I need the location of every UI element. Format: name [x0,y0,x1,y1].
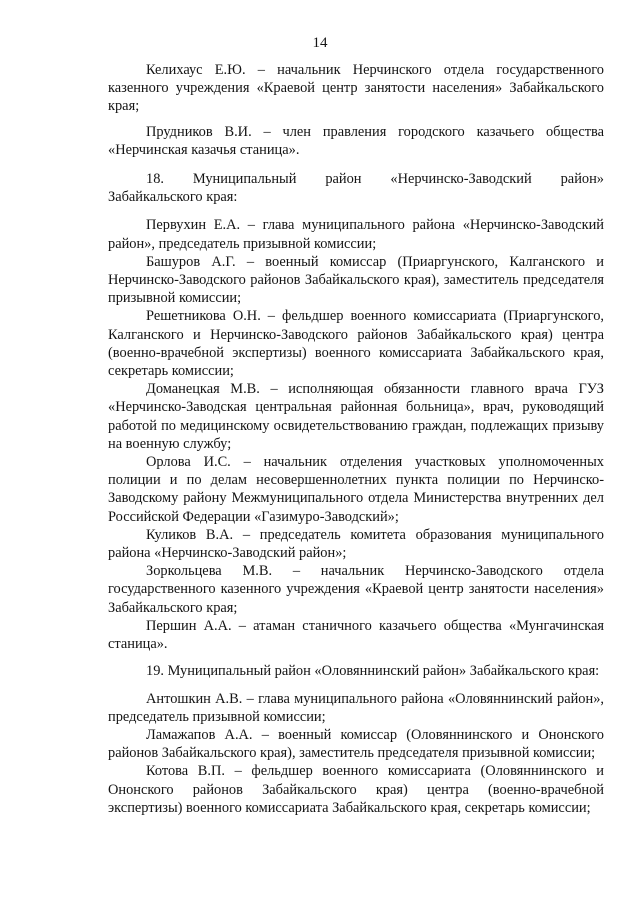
page-number: 14 [312,35,328,51]
paragraph-domanetskaya: Доманецкая М.В. – исполняющая обязанности главного врача ГУЗ «Нерчинско-Заводская центральная районная больница», врач, руководящий работой по медицинскому освидетельствованию граждан, подлежащих призыву на военную службу; [108,381,604,452]
paragraph-orlova: Орлова И.С. – начальник отделения участковых уполномоченных полиции и по делам несовершеннолетних пункта полиции по Нерчинско-Заводскому району Межмуниципального отдела Министерства внутренних дел Российской Федерации «Газимуро-Заводский»; [108,454,604,525]
section-18-heading [108,170,604,188]
section-18-word-2: район [325,171,362,188]
paragraph-bashurov: Башуров А.Г. – военный комиссар (Приаргунского, Калганского и Нерчинско-Заводского районов Забайкальского края), заместитель председателя призывной комиссии; [108,253,604,307]
section-18-word-4: район» [560,171,604,188]
paragraph-pershin: Першин А.А. – атаман станичного казачьего общества «Мунгачинская станица». [108,617,604,653]
paragraph-antoshkin: Антошкин А.В. – глава муниципального района «Оловяннинский район», председатель призывной комиссии; [108,690,604,725]
paragraph-reshetnikova: Решетникова О.Н. – фельдшер военного комиссариата (Приаргунского, Калганского и Нерчинско-Заводского районов Забайкальского края) центра (военно-врачебной экспертизы) военного комиссариата Забайкальского края, секретарь комиссии; [108,308,604,380]
paragraph-kelikhaus: Келихаус Е.Ю. – начальник Нерчинского отдела государственного казенного учреждения «Краевой центр занятости населения» Забайкальского края; [108,62,604,115]
section-18-number: 18. [146,171,164,188]
paragraph-prudnikov: Прудников В.И. – член правления городского казачьего общества «Нерчинская казачья станица». [108,123,604,158]
paragraph-kotova: Котова В.П. – фельдшер военного комиссариата (Оловяннинского и Ононского районов Забайкальского края) центра (военно-врачебной экспертизы) военного комиссариата Забайкальского края, секретарь комиссии; [108,763,604,816]
paragraph-lamazhapov: Ламажапов А.А. – военный комиссар (Оловяннинского и Ононского районов Забайкальского края), заместитель председателя призывной комиссии; [108,726,604,762]
document-body [108,61,604,817]
section-18-word-3: «Нерчинско-Заводский [390,171,532,188]
section-18-heading-continued: Забайкальского края: [108,189,238,206]
paragraph-zorkoltseva: Зоркольцева М.В. – начальник Нерчинско-Заводского отдела государственного казенного учреждения «Краевой центр занятости населения» Забайкальского края; [108,563,604,616]
paragraph-kulikov: Куликов В.А. – председатель комитета образования муниципального района «Нерчинско-Заводский район»; [108,526,604,562]
section-19-heading: 19. Муниципальный район «Оловяннинский район» Забайкальского края: [146,663,600,680]
section-18-word-1: Муниципальный [192,171,297,188]
paragraph-pervukhin: Первухин Е.А. – глава муниципального района «Нерчинско-Заводский район», председатель призывной комиссии; [108,217,604,252]
